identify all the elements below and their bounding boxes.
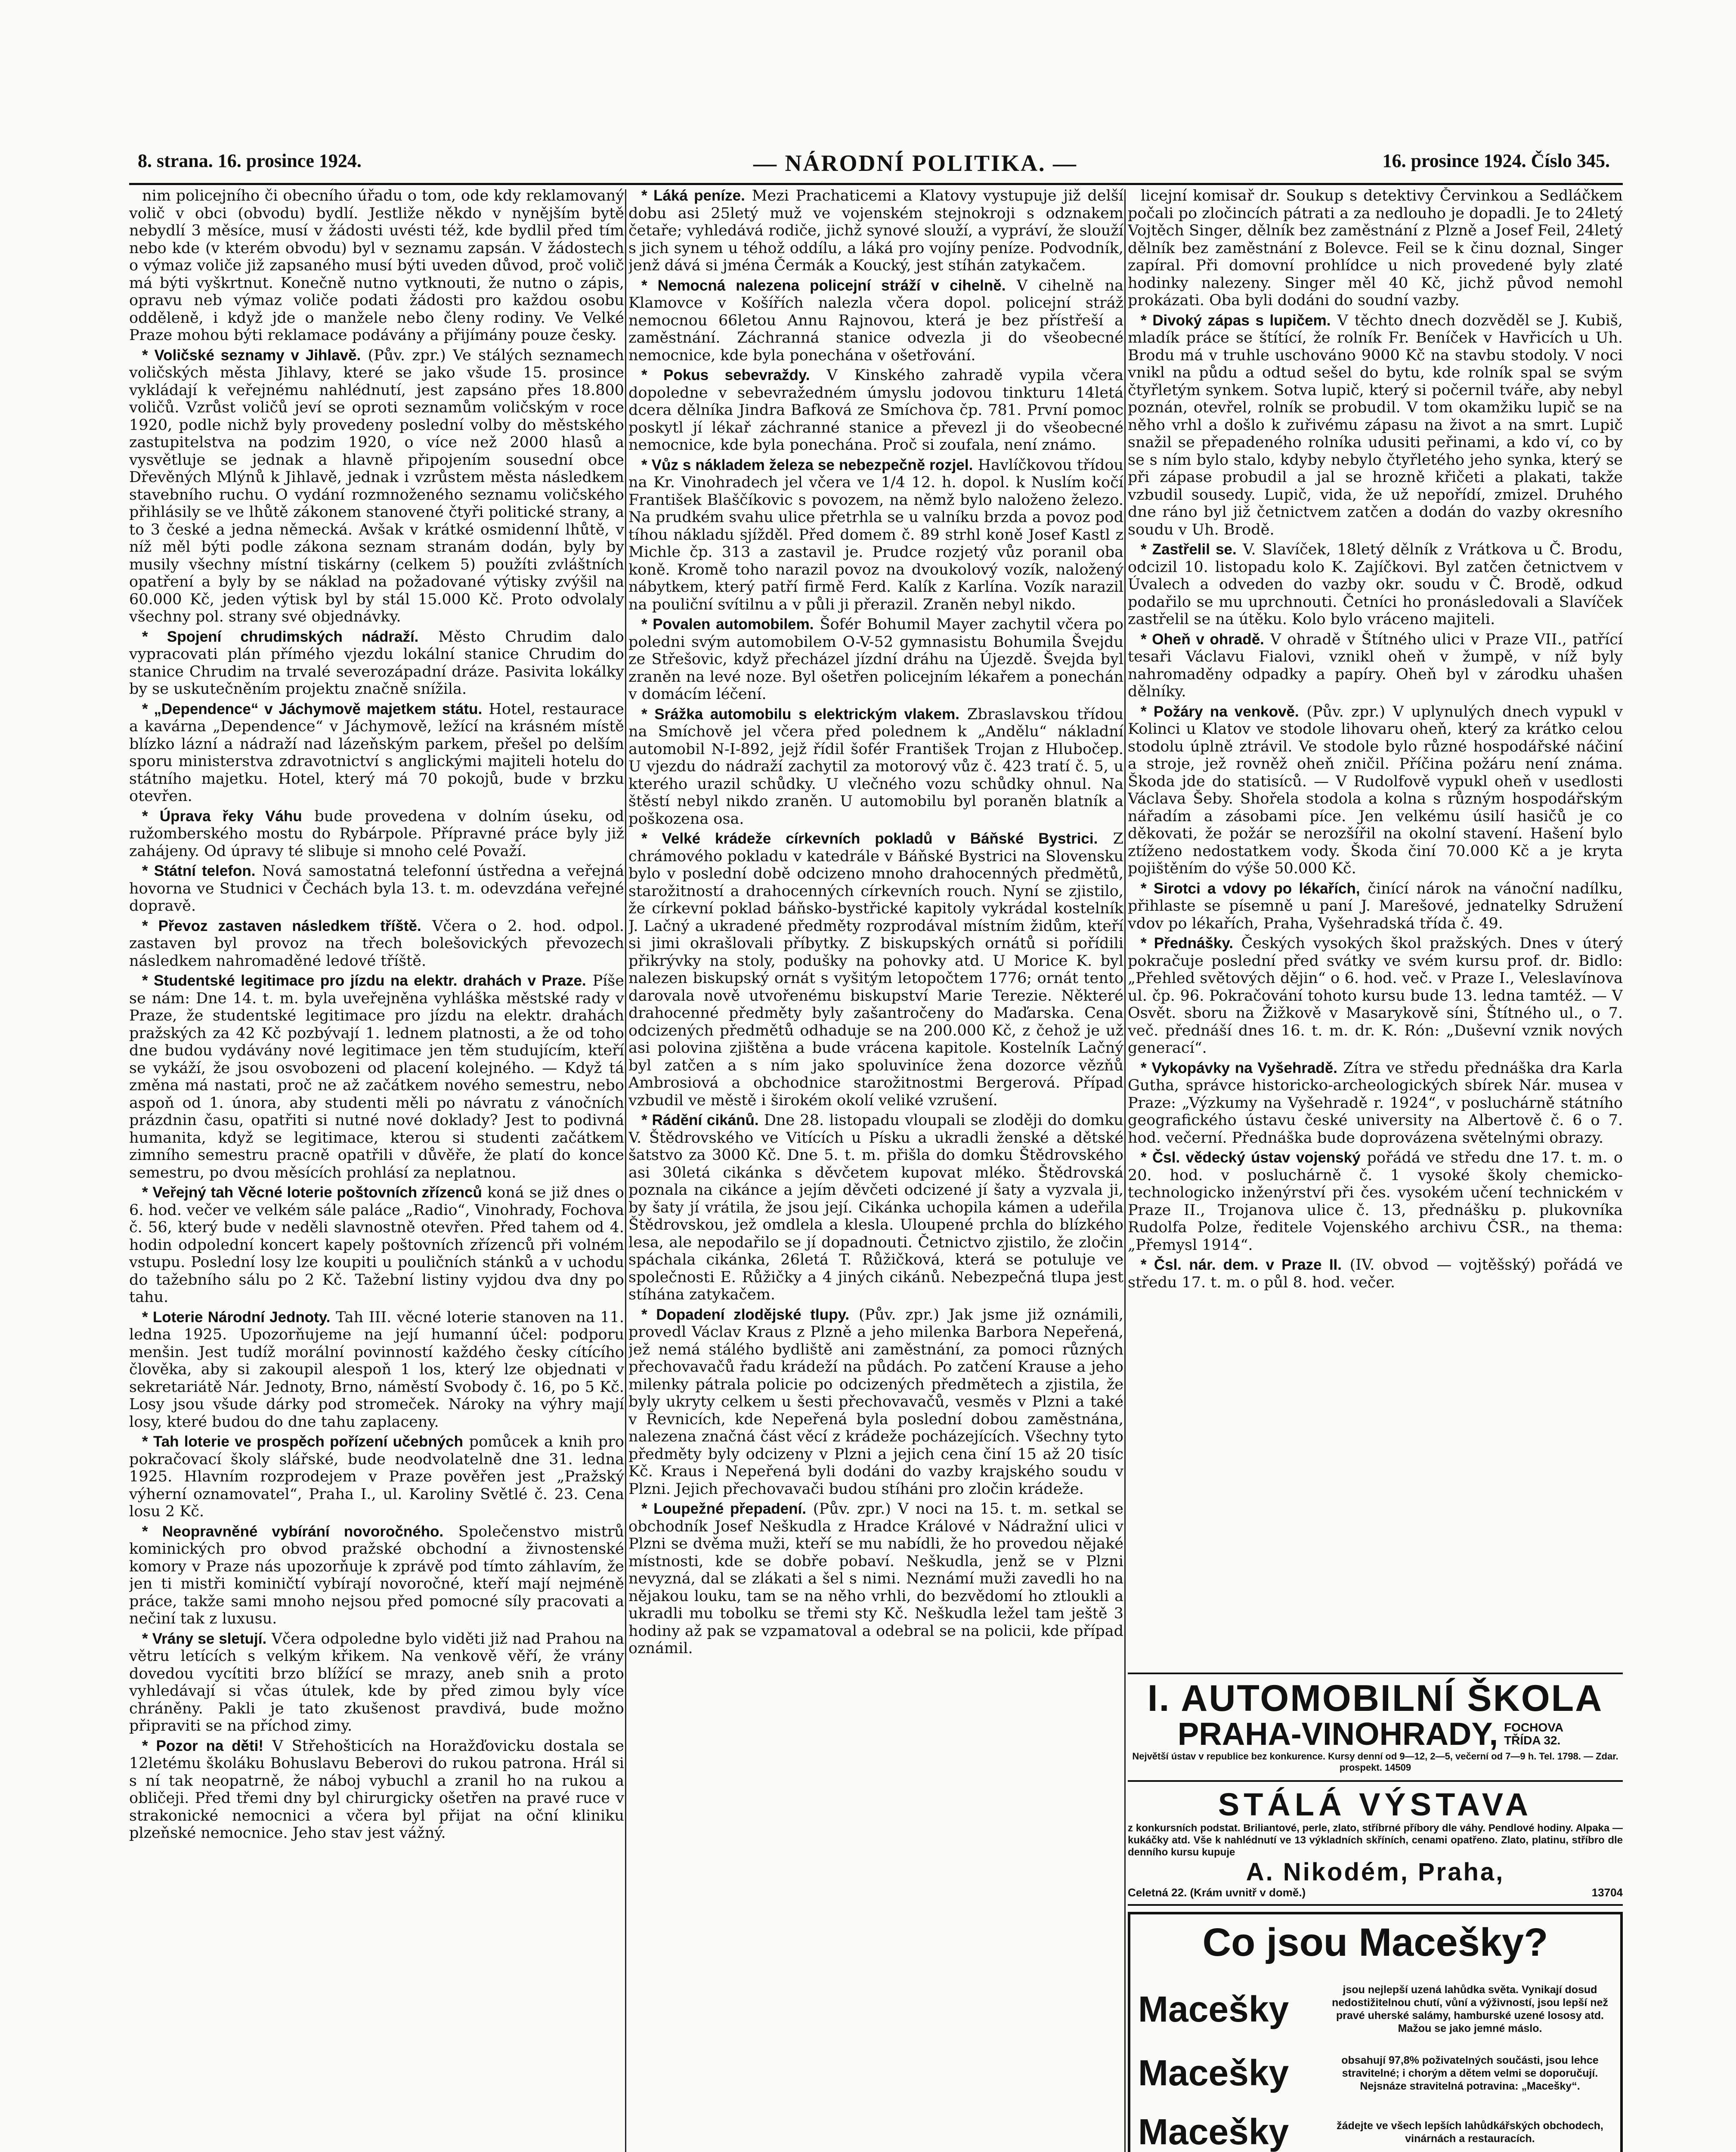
article-bullet: *	[641, 1112, 652, 1129]
article-headline: Neopravněné vybírání novoročného.	[162, 1523, 444, 1540]
article-headline: Divoký zápas s lupičem.	[1152, 312, 1331, 329]
article-headline: Velké krádeže církevních pokladů v Báňské Bystrici.	[662, 830, 1098, 847]
article-bullet: *	[1141, 631, 1152, 648]
article	[1128, 1256, 1623, 1291]
article-headline: Láká peníze.	[653, 187, 745, 204]
ad-vystava-text: z konkursních podstat. Briliantové, perle, zlato, stříbrné příbory dle váhy. Pendlové hodiny. Alpaka — kukáčky atd. Vše k nahlédnutí ve 13 výkladních skříních, cenami opatřeno. Zlato, platinu, stříbro dle denního kursu kupuje	[1128, 1822, 1623, 1858]
article-headline: Studentské legitimace pro jízdu na elektr. drahách v Praze.	[154, 972, 586, 989]
article-headline: Oheň v ohradě.	[1152, 631, 1264, 648]
article	[1128, 1060, 1623, 1147]
article-headline: Požáry na venkově.	[1153, 703, 1299, 720]
article-bullet: *	[142, 972, 154, 989]
header-masthead: — NÁRODNÍ POLITIKA. —	[753, 150, 1078, 176]
article-bullet: *	[142, 1737, 156, 1754]
article-bullet: *	[142, 1184, 153, 1201]
ad-vystava	[1128, 1784, 1623, 1902]
article	[129, 1309, 624, 1431]
article-headline: Pozor na děti!	[156, 1737, 264, 1754]
article	[1128, 935, 1623, 1057]
column-divider	[625, 189, 626, 2152]
ad-autoskola-title: I. AUTOMOBILNÍ ŠKOLA	[1147, 1678, 1603, 1719]
article-bullet: *	[142, 863, 154, 879]
article-bullet: *	[1141, 312, 1153, 329]
article	[628, 1500, 1123, 1657]
article	[129, 1523, 624, 1628]
article	[1128, 312, 1623, 539]
article-body: Šofér Bohumil Mayer zachytil včera po poledni svým automobilem O-V-52 gymnasistu Bohumila Švejdu ze Střešovic, když přecházel jízdní dráhu na Újezdě. Švejda byl zraněn na levé noze. Byl ošetřen policejním lékařem a ponechán v domácím léčení.	[628, 616, 1123, 703]
header-page-number-date: 8. strana. 16. prosince 1924.	[138, 150, 362, 171]
article-body: Včera odpoledne bylo viděti již nad Prahou na větru letících s velkým křikem. Na venkově věří, že vrány dovedou vycítiti brzo blížící se mrazy, aneb snih a proto vyhledávají si včas útulek, kde by před zimou byly více chráněny. Pakli je tato zkušenost pravdivá, bude možno připraviti se na příchod zimy.	[129, 1630, 624, 1735]
article	[1128, 1149, 1623, 1254]
article	[628, 616, 1123, 703]
article	[628, 706, 1123, 828]
article	[129, 628, 624, 698]
article-headline: Pokus sebevraždy.	[663, 367, 810, 383]
article-body: Píše se nám: Dne 14. t. m. byla uveřejněna vyhláška městské rady v Praze, že studentské legitimace pro jízdu na elektr. drahách pražských za 42 Kč pozbývají 1. lednem platnosti, a že od toho dne budou vydávány nové legitimace jen těm studujícím, kteří se vykáží, že jsou osvobozeni od placení kolejného. — Když tá změna má nastati, proč ne až začátkem nového semestru, nebo aspoň od 1. února, aby studenti měli po návratu z vánočních prázdnin času, opatřiti si nutné nové doklady? Jest to podivná humanita, když se legitimace, kterou si studenti začátkem zimního semestru pracně opatřili v důvěře, že platí do konce semestru, po dvou měsících prohlásí za neplatnou.	[129, 972, 624, 1181]
article-headline: Převoz zastaven následkem tříště.	[158, 917, 421, 934]
article-bullet: *	[641, 830, 662, 847]
article-bullet: *	[1141, 880, 1154, 897]
article-body: V Kinského zahradě vypila včera dopoledne v sebevražedném úmyslu jodovou tinkturu 14letá dcera dělníka Jindra Bafková ze Smíchova čp. 781. První pomoc poskytl jí lékař záchranné stanice a převezl ji do všeobecné nemocnice, kde byla ponechána. Proč si zoufala, není známo.	[628, 367, 1123, 454]
ad-divider	[1128, 1673, 1623, 1674]
article-headline: Veřejný tah Věcné loterie poštovních zřízenců	[152, 1184, 482, 1201]
article	[129, 972, 624, 1181]
article	[628, 1112, 1123, 1304]
article-headline: Srážka automobilu s elektrickým vlakem.	[654, 705, 959, 723]
article-body: (Pův. zpr.) Jak jsme již oznámili, provedl Václav Kraus z Plzně a jeho milenka Barbora Nepeřená, jež nemá stálého bydliště ani zaměstnání, za pomoci různých přechovavačů řadu krádeží na půdách. Po zatčení Krause a jeho milenky pátrala policie po odcizených předmětech a zjistila, že byly ukryty celkem u šesti přechovavačů, vesměs v Plzni a také v Řevnicích, kde Nepeřená byla poslední dobou zaměstnána, nalezena značná část věcí z krádeže pocházejících. Všechny tyto předměty byly odcizeny v Plzni a jejich cena činí 15 až 20 tisíc Kč. Kraus i Nepeřená byli dodáni do vazby krajského soudu v Plzni. Jejich přechovavači budou stíháni pro zločin krádeže.	[628, 1306, 1123, 1498]
article-body: Dne 28. listopadu vloupali se zloději do domku V. Štědrovského ve Vitících u Písku a ukradli ženské a dětské šatstvo za 3000 Kč. Dne 5. t. m. přišla do domku Štědrovského asi 30letá cikánka s děvčetem kupovat mléko. Štědrovská poznala na cikánce a jejím děvčeti odcizené jí šaty a vyzvala ji, by šaty jí vrátila, že jsou její. Cikánka uchopila kámen a udeřila Štědrovskou, jež omdlela a klesla. Uloupené prchla do blízkého lesa, ale nepodařilo se jí dopadnouti. Četnictvo zjistilo, že zločin spáchala cikánka, 26letá T. Růžičková, která se potuluje ve společnosti E. Růžičky a 4 jiných cikánů. Nebezpečná tlupa jest stíhána zatykačem.	[628, 1112, 1123, 1303]
page-header	[125, 150, 1618, 180]
article-bullet: *	[641, 367, 664, 383]
article-headline: Tah loterie ve prospěch pořízení učebných	[153, 1433, 463, 1450]
article	[129, 187, 624, 344]
article-bullet: *	[1141, 703, 1154, 720]
article	[628, 187, 1123, 275]
article-headline: Nemocná nalezena policejní stráží v cihelně.	[657, 277, 1006, 294]
ad-divider	[1128, 1780, 1623, 1782]
article	[129, 1738, 624, 1842]
article-bullet: *	[142, 917, 158, 934]
article-bullet: *	[142, 346, 155, 364]
article-bullet: *	[641, 1500, 654, 1517]
article	[129, 1433, 624, 1521]
column-2	[628, 187, 1123, 2152]
article	[628, 1306, 1123, 1498]
article-body: činící nárok na vánoční nadílku, přihlaste se písemně u paní J. Marešové, jednatelky Sdružení vdov po lékařích, Praha, Vyšehradská třída č. 49.	[1128, 880, 1623, 932]
column-1	[129, 187, 624, 2152]
article-body: licejní komisař dr. Soukup s detektivy Červinkou a Sedláčkem počali po zločincích pátrati a za nedlouho je dopadli. Je to 24letý Vojtěch Singer, dělník bez zaměstnání z Plzně a Josef Feil, 24letý dělník bez zaměstnání z Bolevce. Feil se k činu doznal, Singer zapíral. Při domovní prohlídce u nich provedené byly zlaté hodinky nalezeny. Singer měl 40 Kč, jichž původ nemohl prokázati. Oba byli dodáni do soudní vazby.	[1128, 187, 1623, 309]
article-headline: Vykopávky na Vyšehradě.	[1151, 1059, 1338, 1076]
article-body: (Pův. zpr.) V uplynulých dnech vypukl v Kolinci u Klatov ve stodole lihovaru oheň, který za krátko celou stodolu úplně ztrávil. Ve stodole bylo různé hospodářské náčiní a stroje, jež rovněž oheň zničil. Příčina požáru není známa. Škoda jde do statisíců. — V Rudolfově vypukl oheň v usedlosti Václava Šeby. Shořela stodola a kolna s různým hospodářským nářadím a zásobami píce. Jen velkému úsilí hasičů je co děkovati, že požár se nerozšířil na okolní stavení. Hašení bylo ztíženo nedostatkem vody. Škoda činí 70.000 Kč a je kryta pojištěním do výše 50.000 Kč.	[1128, 703, 1623, 877]
article-body: Společenstvo mistrů kominických pro obvod pražské obchodní a živnostenské komory v Praze nás upozorňuje k zprávě pod tímto záhlavím, že jen ti mistři kominičtí vybírají novoročné, kteří mají nejméně práce, takže sami mnoho nejsou před pomocné síly pracovati a nečiní tak z luxusu.	[129, 1523, 624, 1627]
ad-divider	[1128, 1904, 1623, 1906]
article-headline: Státní telefon.	[154, 863, 256, 879]
article-body: Mezi Prachaticemi a Klatovy vystupuje již delší dobu asi 25letý muž ve vojenském stejnokroji s odznakem četaře; vyhledává rodiče, jichž synové slouží, a vypráví, že slouží s jich synem u téhož oddílu, a láká pro vojíny peníze. Podvodník, jenž dává si jména Čermák a Koucký, jest stíhán zatykačem.	[628, 187, 1123, 274]
article-body: pořádá ve středu dne 17. t. m. o 20. hod. v posluchárně č. 1 vysoké školy chemicko-technologicko inženýrství při čes. vysokém učení technickém v Praze II., Trojanova ulice č. 13, přednášku p. plukovníka Rudolfa Polze, ředitele Vojenského archivu ČSR., na thema: „Přemysl 1914“.	[1128, 1149, 1623, 1254]
article	[1128, 187, 1623, 309]
article-body: Z chrámového pokladu v katedrále v Báňské Bystrici na Slovensku bylo v poslední době odcizeno mnoho drahocenných předmětů, starožitností a drahocenných církevních rouch. Nyní se zjistilo, že církevní poklad báňsko-bystřické kapitoly vykrádal kostelník J. Lačný a ukradené předměty rozprodával místním židům, kteří si jimi okrašlovali příbytky. Z biskupských ornátů si pořídili přikrývky na stoly, podušky na pohovky atd. U Morice K. byl nalezen biskupský ornát s vyšitým letopočtem 1776; ornát tento darovala nově utvořenému biskupství Marie Terezie. Některé drahocenné předměty byly zašantročeny do Maďarska. Cena odcizených předmětů odhaduje se na 200.000 Kč, z čehož je už asi polovina zjištěna a bude vrácena kapitole. Kostelník Lačný byl zatčen a s ním jako spoluviníce žena dozorce vězňů Ambrosiová a obchodnice starožitnostmi Bergerová. Případ vzbudil ve městě i širokém okolí veliké vzrušení.	[628, 830, 1123, 1109]
article	[129, 347, 624, 626]
article-body: V cihelně na Klamovce v Košířích nalezla včera dopol. policejní stráž nemocnou 66letou Annu Rajnovou, která je bez přístřeší a zaměstnání. Záchranná stanice odvezla ji do všeobecné nemocnice, kde byla ponechána v ošetřování.	[628, 277, 1123, 364]
article	[1128, 541, 1623, 628]
article-bullet: *	[142, 1308, 153, 1326]
ad-autoskola	[1128, 1677, 1623, 1778]
column-3	[1128, 187, 1623, 1668]
article-headline: Povalen automobilem.	[653, 616, 814, 633]
article	[1128, 631, 1623, 701]
article	[129, 863, 624, 915]
article-body: Nová samostatná telefonní ústředna a veřejná hovorna ve Studnici v Čechách byla 13. t. m. odevzdána veřejné dopravě.	[129, 863, 624, 915]
ad-autoskola-note: Největší ústav v republice bez konkurence. Kursy denní od 9—12, 2—5, večerní od 7—9 h. Tel. 1798. — Zdar. prospekt. 14509	[1132, 1751, 1618, 1773]
article-bullet: *	[1141, 935, 1154, 952]
article-bullet: *	[142, 1433, 153, 1450]
article-headline: Loupežné přepadení.	[653, 1500, 806, 1517]
article-body: V ohradě v Štítného ulici v Praze VII., patřící tesaři Václavu Fialovi, vznikl oheň v žumpě, v níž byly nahromaděny odpadky a papíry. Oheň byl v zárodku uhašen dělníky.	[1128, 631, 1623, 700]
article	[129, 1630, 624, 1735]
article-body: (Pův. zpr.) Ve stálých seznamech voličských města Jihlavy, které se jako všude 15. prosince vykládají k veřejnému nahlédnutí, jest zapsáno přes 18.800 voličů. Vzrůst voličů jeví se oproti seznamům voličským v roce 1920, podle nichž byly provedeny poslední volby do městského zastupitelstva na podzim 1920, o více než 2000 hlasů a vysvětluje se jednak a hlavně připojením sousední obce Dřevěných Mlýnů k Jihlavě, jednak i vzrůstem města následkem stavebního ruchu. O vydání rozmnoženého seznamu voličského přihlásily se ve lhůtě zákonem stanovené čtyři politické strany, a to 3 české a jedna německá. Avšak v krátké osmidenní lhůtě, v níž měl býti podle zákona seznam stranám dodán, byly by musily všechny místní tiskárny (celkem 5) použíti zvláštních opatření a byly by se náklad na požadované výtisky zvýšil na 60.000 Kč, jeden výtisk byl by stál 15.000 Kč. Proto odvolaly všechny pol. strany své objednávky.	[129, 346, 624, 625]
article-bullet: *	[1141, 541, 1152, 558]
article	[129, 701, 624, 805]
article-headline: Dopadení zlodějské tlupy.	[656, 1306, 850, 1323]
article-bullet: *	[641, 705, 655, 723]
ad-macesky-title: Co jsou Macešky?	[1202, 1920, 1548, 1964]
ad-macesky-desc-1: jsou nejlepší uzená lahůdka světa. Vynikají dosud nedostižitelnou chutí, vůní a výživností, jsou lepší než pravé uherské salámy, hamburské uzené lososy atd. Mažou se jako jemné máslo.	[1332, 1984, 1608, 2035]
header-rule	[129, 183, 1623, 185]
article-body: Hotel, restaurace a kavárna „Dependence“ v Jáchymově, ležící na krásném místě blízko lázní a nádraží nad lázeňským parkem, přešel po delším sporu ministerstva zdravotnictví s anglickými majiteli hotelu do státního majetku. Hotel, který má 70 pokojů, bude v brzku otevřen.	[129, 700, 624, 805]
article	[628, 367, 1123, 454]
article-headline: Voličské seznamy v Jihlavě.	[154, 346, 361, 364]
article-body: Zítra ve středu přednáška dra Karla Gutha, správce historicko-archeologických sbírek Nár. musea v Praze: „Výzkumy na Vyšehradě r. 1924“, v posluchárně státního geografického ústavu české university na Albertově č. 6 o 7. hod. večerní. Přednáška bude doprovázena světelnými obrazy.	[1128, 1059, 1623, 1147]
article-body: (IV. obvod — vojtěšský) pořádá ve středu 17. t. m. o půl 8. hod. večer.	[1128, 1256, 1623, 1291]
article	[129, 918, 624, 970]
article-body: (Pův. zpr.) V noci na 15. t. m. setkal se obchodník Josef Neškudla z Hradce Králové v Nádražní ulici v Plzni se dvěma muži, kteří se mu nabídli, že ho provedou nějaké místnosti, kde se dobře pobaví. Neškudla, jenž se v Plzni nevyzná, dal se zlákati a šel s nimi. Neznámí muži zavedli ho na nějakou louku, tam se na něho vrhli, do bezvědomí ho ztloukli a ukradli mu tobolku se třemi sty Kč. Neškudla ležel tam ještě 3 hodiny až pak se vzpamatoval a odebral se na policii, kde případ oznámil.	[628, 1500, 1123, 1657]
article-body: Českých vysokých škol pražských. Dnes v úterý pokračuje poslední před svátky ve svém kursu prof. dr. Bidlo: „Přehled světových dějin“ o 6. hod. več. v Praze I., Veleslavínova ul. čp. 96. Pokračování tohoto kursu bude 13. ledna tamtéž. — V Osvět. sboru na Žižkově v Masarykově síni, Štítného ul., o 7. več. přednáší dnes 16. t. m. dr. K. Rón: „Duševní vznik nových generací“.	[1128, 935, 1623, 1057]
article-headline: Rádění cikánů.	[652, 1112, 759, 1129]
article-body: V Střehošticích na Horažďovicku dostala se 12letému školáku Bohuslavu Beberovi do rukou patrona. Hrál si s ní tak neopatrně, že náboj vybuchl a zranil ho na rukou a obličeji. Před třemi dny byl chirurgicky ošetřen na pravé ruce v strakonické nemocnici a včera byl přijat na oční kliniku plzeňské nemocnice. Jeho stav jest vážný.	[129, 1737, 624, 1842]
article-body: bude provedena v dolním úseku, od ružomberského mostu do Rybárpole. Přípravné práce byly již zahájeny. Od úpravy té slibuje si mnoho celé Považí.	[129, 807, 624, 860]
article-headline: Přednášky.	[1154, 935, 1233, 952]
article-headline: Zastřelil se.	[1152, 541, 1237, 558]
ad-autoskola-city: PRAHA-VINOHRADY,	[1177, 1716, 1498, 1752]
article-headline: Sirotci a vdovy po lékařích,	[1153, 880, 1360, 897]
article-body: nim policejního či obecního úřadu o tom, ode kdy reklamovaný volič v obci (obvodu) bydlí. Jestliže někdo v nynějším bytě nebydlí 3 měsíce, musí v žádosti uvésti též, kde bydlil před tím nebo kde (v kterém obvodu) byl v seznamu zapsán. V žádostech o výmaz voliče již zapsaného musí býti uveden důvod, proč volič má býti vyškrtnut. Konečně nutno vytknouti, že nutno o zápis, opravu neb výmaz voliče podati žádosti pro každou osobu odděleně, i když jde o manžele nebo členy rodiny. Ve Velké Praze mohou býti reklamace podávány a přijímány pouze česky.	[129, 187, 624, 344]
article-body: V těchto dnech dozvěděl se J. Kubiš, mladík práce se štítící, že rolník Fr. Beníček v Havřicích u Uh. Brodu má v truhle uschováno 9000 Kč na stavbu stodoly. V noci vnikl na půdu a odtud sešel do bytu, kde rolník spal se svým čtyřletým synkem. Sotva lupič, který si počernil tváře, aby nebyl poznán, otevřel, rolník se probudil. V tom okamžiku lupič se na něho vrhl a došlo k zuřivému zápasu na život a na smrt. Lupič snažil se přepadeného rolníka udusiti peřinami, a kdo ví, co by se s ním bylo stalo, kdyby nebylo čtyřletého jeho synka, který se při zápase probudil a jal se hrozně křičeti a plakati, takže vzbudil sousedy. Lupič, vida, že už nepořídí, zmizel. Druhého dne ráno byl již četnictvem zatčen a dodán do vazby okresního soudu v Uh. Brodě.	[1128, 312, 1623, 538]
article-bullet: *	[641, 1306, 656, 1323]
article-body: pomůcek a knih pro pokračovací školy slářské, bude neodvolatelně dne 31. ledna 1925. Hlavním rozprodejem v Praze pověřen jest „Pražský výherní oznamovatel“, Praha I., ul. Karoliny Světlé č. 23. Cena losu 2 Kč.	[129, 1433, 624, 1520]
article	[129, 1184, 624, 1306]
ad-macesky-word: Macešky	[1138, 2053, 1289, 2093]
article-body: Včera o 2. hod. odpol. zastaven byl provoz na třech bolešovických převozech následkem nahromaděné ledové tříště.	[129, 917, 624, 970]
article-headline: Vůz s nákladem železa se nebezpečně rozjel.	[651, 456, 973, 473]
article-headline: „Dependence“ v Jáchymově majetkem státu.	[154, 700, 483, 717]
article	[129, 808, 624, 860]
article-body: Tah III. věcné loterie stanoven na 11. ledna 1925. Upozorňujeme na její humanní účel: podporu menšin. Jest tudíž morální povinností každého česky cítícího člověka, aby si zakoupil alespoň 1 los, který lze objednati v sekretariátě Nár. Jednoty, Brno, náměstí Svobody č. 16, po 5 Kč. Losy jsou všude dárky pod stromeček. Nároky na výhry mají losy, které budou do dne tahu zaplaceny.	[129, 1308, 624, 1431]
article-bullet: *	[142, 1630, 152, 1647]
ad-macesky	[1128, 1912, 1623, 2152]
article-bullet: *	[641, 187, 654, 204]
ad-macesky-word: Macešky	[1138, 2112, 1289, 2152]
article-bullet: *	[641, 456, 652, 473]
article	[1128, 880, 1623, 933]
article	[628, 830, 1123, 1109]
article-bullet: *	[142, 1523, 162, 1540]
article	[628, 277, 1123, 365]
ad-vystava-street: Celetná 22. (Krám uvnitř v domě.)	[1128, 1886, 1306, 1899]
article-body: koná se již dnes o 6. hod. večer ve velkém sále paláce „Radio“, Vinohrady, Fochova č. 56, který bude v neděli slavnostně otevřen. Před tahem od 4. hodin odpolední koncert kapely poštovních zřízenců při volném vstupu. Poslední losy lze koupiti u pouličních stánků a v uchodu do tažebního sálu po 2 Kč. Tažební listiny vyjdou dva dny po tahu.	[129, 1184, 624, 1306]
article-bullet: *	[142, 628, 167, 645]
article-body: Zbraslavskou třídou na Smíchově jel včera před polednem k „Andělu“ nákladní automobil N-I-892, jejž řídil šofér František Trojan z Hlubočep. U vjezdu do nádraží zachytil za motorový vůz č. 423 tratí č. 5, u kterého urazil schůdky. U vlečného vozu schůdky ohnul. Na štěstí nebyl nikdo zraněn. U automobilu byl poraněn blatník a poškozena osa.	[628, 705, 1123, 828]
article-headline: Čsl. nár. dem. v Praze II.	[1154, 1256, 1342, 1273]
header-date-issue: 16. prosince 1924. Číslo 345.	[1382, 150, 1610, 171]
ad-macesky-desc-3: žádejte ve všech lepších lahůdkářských obchodech, vinárnách a restauracích.	[1337, 2119, 1603, 2145]
article-body: Město Chrudim dalo vypracovati plán přímého vjezdu lokální stanice Chrudim do stanice Chrudim na trvalé severozápadní dráze. Pasivita lokálky by se uskutečněním projektu značně snížila.	[129, 628, 624, 698]
column-divider	[1124, 189, 1126, 2152]
ad-macesky-desc-2: obsahují 97,8% poživatelných součásti, jsou lehce stravitelné; i chorým a dětem velmi se doporučují. Nejsnáze stravitelná potravina: „Macešky“.	[1341, 2054, 1599, 2092]
article-headline: Čsl. vědecký ústav vojenský	[1152, 1149, 1361, 1166]
article-headline: Vrány se sletují.	[152, 1630, 267, 1647]
article-bullet: *	[1141, 1256, 1154, 1273]
ad-vystava-brand: A. Nikodém, Praha,	[1246, 1858, 1505, 1886]
ad-vystava-code: 13704	[1591, 1886, 1623, 1899]
article	[628, 457, 1123, 614]
article-bullet: *	[1141, 1149, 1152, 1166]
advertisements	[1128, 1670, 1623, 2152]
ad-vystava-title: STÁLÁ VÝSTAVA	[1218, 1787, 1533, 1822]
ad-macesky-word: Macešky	[1138, 1988, 1289, 2029]
article-bullet: *	[142, 700, 154, 717]
ad-autoskola-address: FOCHOVA TŘÍDA 32.	[1504, 1721, 1563, 1747]
article	[1128, 703, 1623, 878]
article-headline: Úprava řeky Váhu	[159, 807, 302, 825]
article-bullet: *	[142, 807, 160, 825]
article-body: V. Slavíček, 18letý dělník z Vrátkova u Č. Brodu, odcizil 10. listopadu kolo K. Zajíčkovi. Byl zatčen četnictvem v Úvalech a odveden do vazby okr. soudu v Č. Brodě, odkud podařilo se mu uprchnouti. Četníci ho pronásledovali a Slavíček zastřelil se na útěku. Kolo bylo vráceno majiteli.	[1128, 541, 1623, 628]
article-body: Havlíčkovou třídou na Kr. Vinohradech jel včera ve 1/4 12. h. dopol. k Nuslím kočí František Blaščíkovic s povozem, na němž bylo naloženo železo. Na prudkém svahu ulice přetrhla se u valníku brzda a povoz pod tíhou nákladu sjížděl. Před domem č. 89 strhl koně Josef Kastl z Michle čp. 313 a zastavil je. Prudce rozjetý vůz poranil oba koně. Kromě toho narazil povoz na dvoukolový vozík, naložený nábytkem, který patří firmě Ferd. Kalík z Karlína. Vozík narazil na pouliční svítilnu a v půli ji přerazil. Zraněn nebyl nikdo.	[628, 456, 1123, 613]
article-bullet: *	[641, 277, 658, 294]
article-bullet: *	[641, 616, 653, 633]
article-bullet: *	[1141, 1059, 1152, 1076]
article-headline: Spojení chrudimských nádraží.	[167, 628, 419, 645]
article-headline: Loterie Národní Jednoty.	[152, 1308, 331, 1326]
